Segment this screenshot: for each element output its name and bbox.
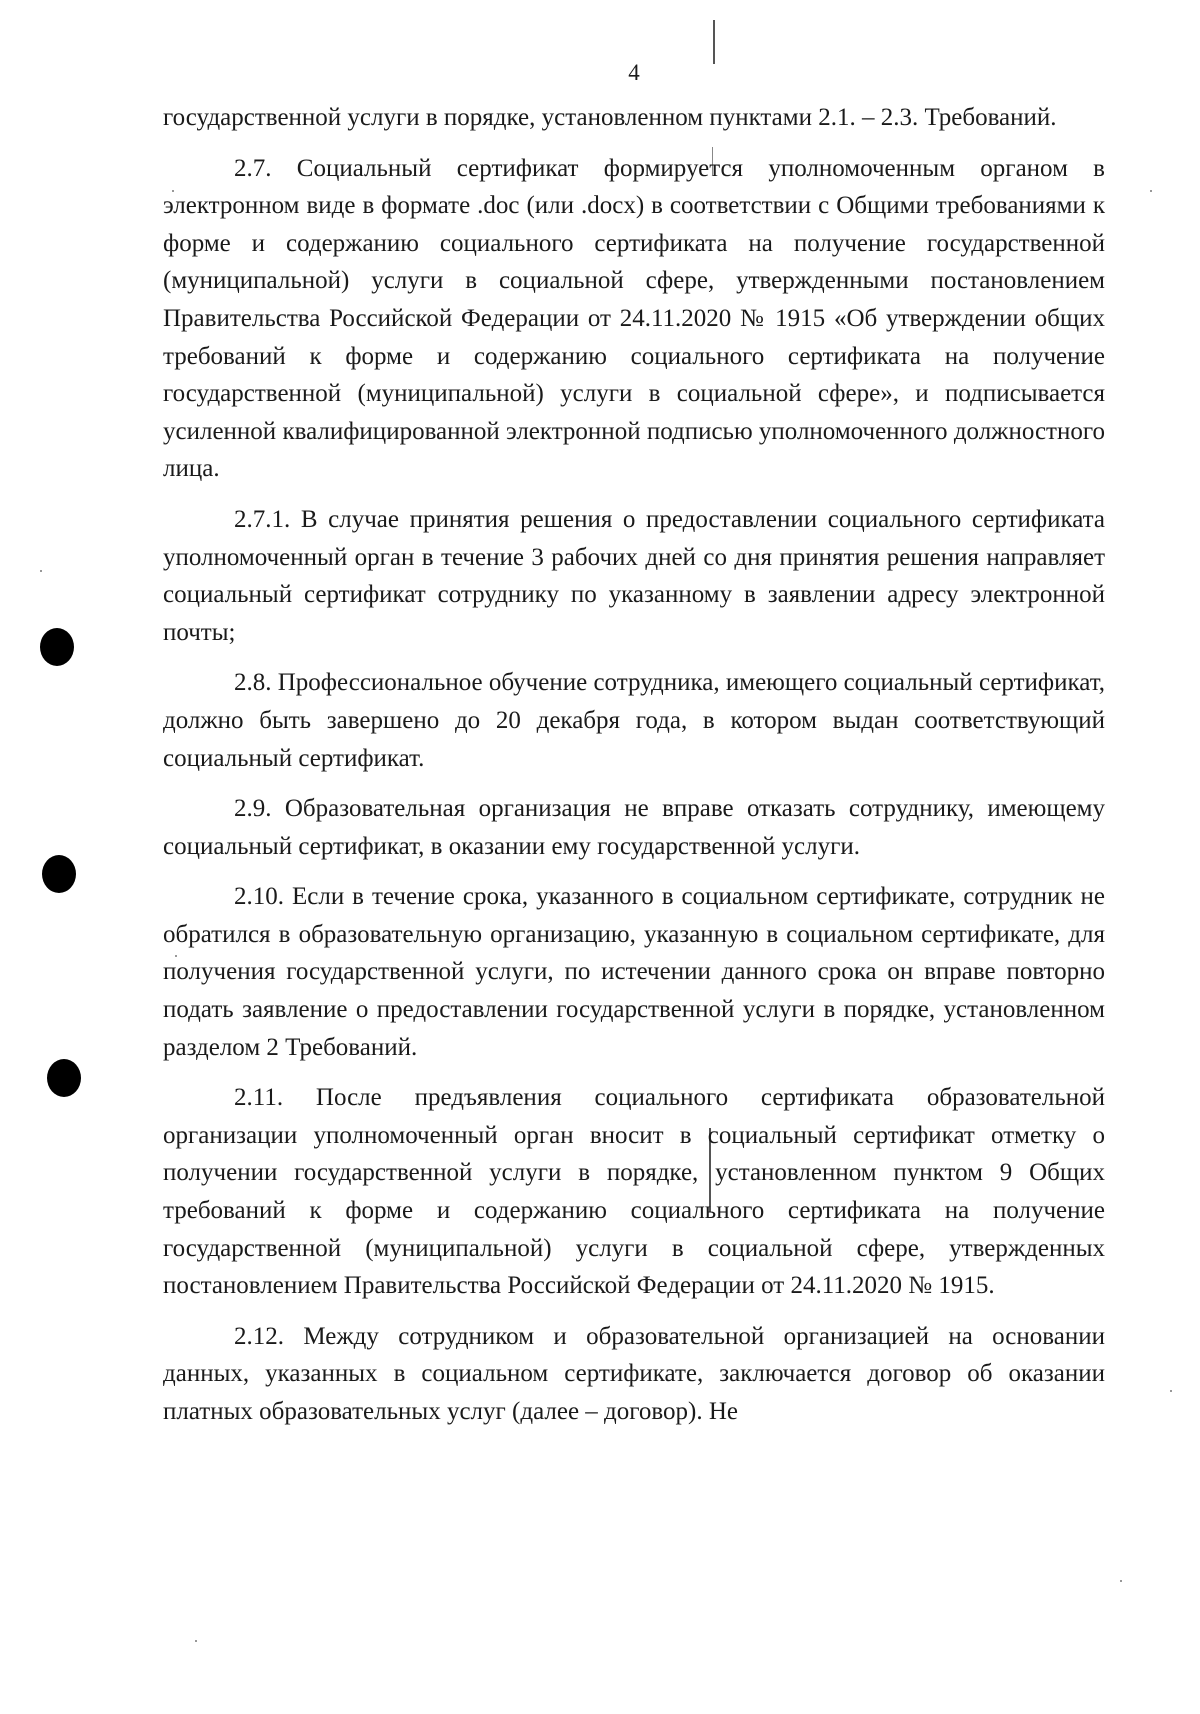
paragraph-2-10: 2.10. Если в течение срока, указанного в социальном сертификате, сотрудник не обратился в образовательную организацию, указанную в социальном сертификате, для получения государственной услуги, по истечении данного срока он вправе повторно подать заявление о предоставлении государственной услуги в порядке, установленном разделом 2 Требований. (163, 883, 1105, 1061)
paragraph-2-12: 2.12. Между сотрудником и образовательной организацией на основании данных, указанных в социальном сертификате, заключается договор об оказании платных образовательных услуг (далее – договор). Не (163, 1322, 1105, 1425)
punch-hole (47, 1059, 81, 1097)
scan-speck (1120, 1580, 1122, 1582)
paragraph-2-9: 2.9. Образовательная организация не вправе отказать сотруднику, имеющему социальный сертификат, в оказании ему государственной услуги. (163, 795, 1105, 860)
scan-speck (195, 1640, 197, 1642)
paragraph-2-7: 2.7. Социальный сертификат формируется уполномоченным органом в электронном виде в формате .doc (или .docx) в соответствии с Общими требованиями к форме и содержанию социального сертификата на получение государственной (муниципальной) услуги в социальной сфере, утвержденными постановлением Правительства Российской Федерации от 24.11.2020 № 1915 «Об утверждении общих требований к форме и содержанию социального сертификата на получение государственной (муниципальной) услуги в социальной сфере», и подписывается усиленной квалифицированной электронной подписью уполномоченного должностного лица. (163, 154, 1105, 483)
paragraph-2-7-1: 2.7.1. В случае принятия решения о предоставлении социального сертификата уполномоченный орган в течение 3 рабочих дней со дня принятия решения направляет социальный сертификат сотруднику по указанному в заявлении адресу электронной почты; (163, 505, 1105, 646)
page-number: 4 (628, 60, 640, 85)
paragraph-2-8: 2.8. Профессиональное обучение сотрудника, имеющего социальный сертификат, должно быть завершено до 20 декабря года, в котором выдан соответствующий социальный сертификат. (163, 669, 1105, 772)
punch-hole (42, 855, 76, 893)
paragraph-2-11: 2.11. После предъявления социального сертификата образовательной организации уполномоченный орган вносит в социальный сертификат отметку о получении государственной услуги в порядке, установленном пунктом 9 Общих требований к форме и содержанию социального сертификата на получение государственной (муниципальной) услуги в социальной сфере, утвержденных постановлением Правительства Российской Федерации от 24.11.2020 № 1915. (163, 1084, 1105, 1300)
scan-speck (1150, 190, 1152, 192)
punch-hole (40, 628, 74, 666)
paragraph-continuation: государственной услуги в порядке, установленном пунктами 2.1. – 2.3. Требований. (163, 104, 1057, 131)
document-body (163, 99, 1105, 1444)
scan-speck (1170, 1390, 1172, 1392)
scan-speck (40, 570, 42, 572)
